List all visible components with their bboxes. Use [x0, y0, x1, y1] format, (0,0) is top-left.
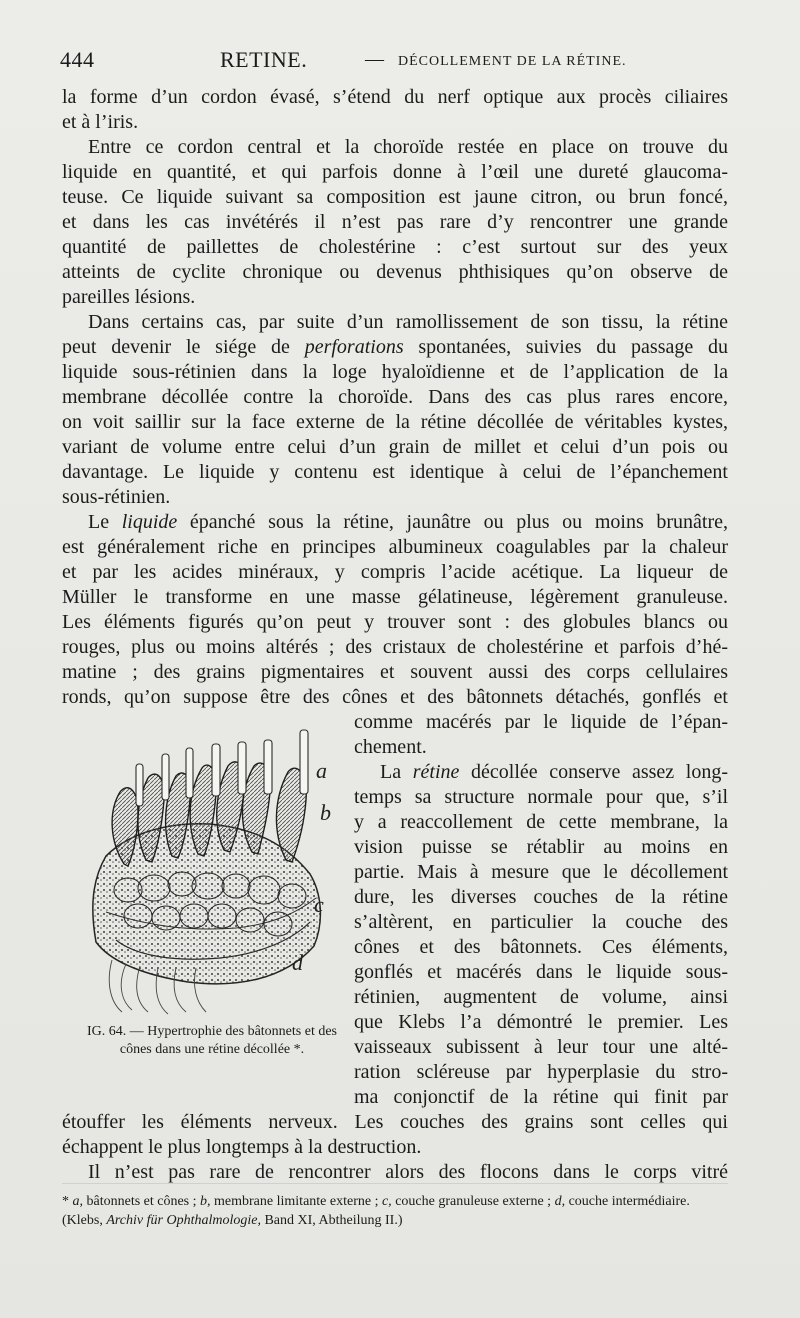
text-segment: épanché sous la rétine, jaunâtre ou plus ou moins brunâtre, [189, 511, 728, 533]
text-segment: spontanées, suivies du passage du [418, 336, 728, 358]
text-line: Dans certains cas, par suite d’un ramollissement de son tissu, la rétine [88, 311, 728, 333]
figure-64 [78, 720, 348, 1018]
text-line: matine ; des grains pigmentaires et souvent aussi des corps cellulaires [62, 661, 728, 683]
emphasis-perforations: perforations [304, 336, 404, 358]
text-line: et par les acides minéraux, y compris l’acide acétique. La liqueur de [62, 561, 728, 583]
header-separator: — [365, 49, 384, 70]
text-line: Les éléments figurés qu’on peut y trouver sont : des globules blancs ou [62, 611, 728, 633]
text-line: et dans les cas invétérés il n’est pas rare d’y rencontrer une grande [62, 211, 728, 233]
emphasis-liquide: liquide [121, 511, 178, 533]
text-line [62, 335, 728, 360]
text-line: sous-rétinien. [62, 486, 171, 508]
footnote-label-c: c, [381, 1194, 392, 1209]
footnote-text-c: couche granuleuse externe ; [395, 1194, 552, 1209]
text-line: Entre ce cordon central et la choroïde restée en place on trouve du [88, 136, 728, 158]
page-number: 444 [60, 47, 95, 72]
text-line: ronds, qu’on suppose être des cônes et des bâtonnets détachés, gonflés et [62, 686, 728, 708]
footnote-star: * [62, 1194, 69, 1209]
text-line: temps sa structure normale pour que, s’il [354, 786, 728, 808]
text-line: y a reaccollement de cette membrane, la [354, 811, 728, 833]
text-line: échappent le plus longtemps à la destruction. [62, 1136, 422, 1158]
footnote-text-d: couche intermédiaire. (Klebs, [62, 1194, 690, 1228]
text-line: la forme d’un cordon évasé, s’étend du nerf optique aux procès ciliaires [62, 86, 728, 108]
section-title: DÉCOLLEMENT DE LA RÉTINE. [398, 54, 627, 69]
chapter-title: RETINE. [220, 47, 308, 72]
text-line: Müller le transforme en une masse gélatineuse, légèrement granuleuse. [62, 586, 728, 608]
text-line: comme macérés par le liquide de l’épan- [354, 711, 728, 733]
text-line: partie. Mais à mesure que le décollement [354, 861, 728, 883]
text-line: quantité de paillettes de cholestérine : c’est surtout sur des yeux [62, 236, 728, 258]
text-line: liquide en quantité, et qui parfois donne à l’œil une dureté glaucoma- [62, 161, 728, 183]
text-line: ration scléreuse par hyperplasie du stro- [354, 1061, 728, 1083]
footnote-label-a: a, [72, 1194, 83, 1209]
running-head [60, 46, 740, 74]
text-segment: Le [88, 511, 110, 533]
figure-label-d: d [292, 950, 303, 975]
text-line: vaisseaux subissent à leur tour une alté- [354, 1036, 728, 1058]
text-line: chement. [354, 736, 427, 758]
text-segment: peut devenir le siége de [62, 336, 290, 358]
figure-label-c: c [314, 892, 324, 917]
text-segment: La [380, 761, 402, 783]
footnote-journal: Archiv für Ophthalmologie, [106, 1213, 261, 1228]
text-line: étouffer les éléments nerveux. Les couches des grains sont celles qui [62, 1111, 728, 1133]
text-line: teuse. Ce liquide suivant sa composition est jaune citron, ou brun foncé, [62, 186, 728, 208]
footnote [62, 1192, 728, 1230]
text-line: gonflés et macérés dans le liquide sous- [354, 961, 728, 983]
text-line: vision puisse se rétablir au moins en [354, 836, 728, 858]
figure-label-b: b [320, 800, 331, 825]
figure-caption: IG. 64. — Hypertrophie des bâtonnets et des cônes dans une rétine décollée *. [87, 1024, 337, 1057]
retina-illustration [78, 720, 348, 1018]
text-line: variant de volume entre celui d’un grain de millet et celui d’un pois ou [62, 436, 728, 458]
text-line: cônes et des bâtonnets. Ces éléments, [354, 936, 728, 958]
footnote-label-b: b, [200, 1194, 211, 1209]
footnote-journal-tail: Band XI, Abtheilung II.) [264, 1213, 403, 1228]
text-line: membrane décollée contre la choroïde. Dans des cas plus rares encore, [62, 386, 728, 408]
text-line: liquide sous-rétinien dans la loge hyaloïdienne et de l’application de la [62, 361, 728, 383]
text-line: dure, les diverses couches de la rétine [354, 886, 728, 908]
text-line [62, 510, 728, 535]
footnote-label-d: d, [554, 1194, 566, 1209]
text-line: ma conjonctif de la rétine qui finit par [354, 1086, 728, 1108]
text-line: est généralement riche en principes albumineux coagulables par la chaleur [62, 536, 728, 558]
text-segment: décollée conserve assez long- [471, 761, 728, 783]
text-line: Il n’est pas rare de rencontrer alors des flocons dans le corps vitré [88, 1161, 728, 1183]
text-line: rouges, plus ou moins altérés ; des cristaux de cholestérine et parfois d’hé- [62, 636, 728, 658]
text-line: que Klebs l’a démontré le premier. Les [354, 1011, 728, 1033]
text-line: et à l’iris. [62, 111, 139, 133]
footnote-text-a: bâtonnets et cônes ; [86, 1194, 197, 1209]
text-line: s’altèrent, en particulier la couche des [354, 911, 728, 933]
text-line: pareilles lésions. [62, 286, 196, 308]
figure-label-a: a [316, 758, 327, 783]
text-line [354, 760, 728, 785]
text-line: rétinien, augmentent de volume, ainsi [354, 986, 728, 1008]
footnote-rule [62, 1183, 728, 1184]
text-line: davantage. Le liquide y contenu est identique à celui de l’épanchement [62, 461, 728, 483]
footnote-text-b: membrane limitante externe ; [214, 1194, 379, 1209]
text-line: atteints de cyclite chronique ou devenus phthisiques qu’on observe de [62, 261, 728, 283]
emphasis-retine: rétine [412, 761, 460, 783]
text-line: on voit saillir sur la face externe de la rétine décollée de véritables kystes, [62, 411, 728, 433]
